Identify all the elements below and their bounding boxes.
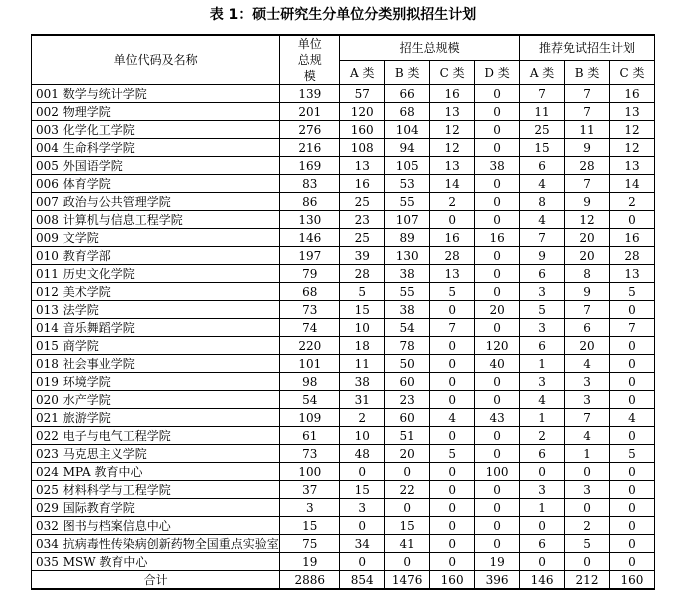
value-cell: 20: [565, 337, 610, 355]
header-scale: [280, 35, 340, 85]
value-cell: 201: [280, 103, 340, 121]
value-cell: 5: [609, 283, 654, 301]
table-row: [32, 121, 655, 139]
value-cell: 0: [520, 553, 565, 571]
total-value-cell: 146: [520, 571, 565, 590]
value-cell: 0: [475, 139, 520, 157]
value-cell: 0: [430, 481, 475, 499]
value-cell: 13: [340, 157, 385, 175]
value-cell: 57: [340, 85, 385, 103]
value-cell: 0: [609, 301, 654, 319]
unit-name-cell: 019 环境学院: [32, 373, 280, 391]
value-cell: 139: [280, 85, 340, 103]
value-cell: 11: [340, 355, 385, 373]
value-cell: 120: [475, 337, 520, 355]
table-row: [32, 139, 655, 157]
value-cell: 101: [280, 355, 340, 373]
table-row: [32, 373, 655, 391]
value-cell: 5: [520, 301, 565, 319]
table-row: [32, 319, 655, 337]
total-value-cell: 160: [609, 571, 654, 590]
header-exempt-group: 推荐免试招生计划: [520, 35, 655, 61]
value-cell: 9: [565, 283, 610, 301]
value-cell: 0: [475, 445, 520, 463]
total-value-cell: 2886: [280, 571, 340, 590]
value-cell: 0: [475, 391, 520, 409]
value-cell: 38: [340, 373, 385, 391]
value-cell: 0: [475, 283, 520, 301]
total-row: [32, 571, 655, 590]
value-cell: 14: [430, 175, 475, 193]
value-cell: 0: [385, 463, 430, 481]
value-cell: 3: [520, 373, 565, 391]
value-cell: 20: [385, 445, 430, 463]
value-cell: 0: [430, 499, 475, 517]
value-cell: 1: [520, 499, 565, 517]
unit-name-cell: 025 材料科学与工程学院: [32, 481, 280, 499]
value-cell: 5: [565, 535, 610, 553]
value-cell: 19: [280, 553, 340, 571]
unit-name-cell: 032 图书与档案信息中心: [32, 517, 280, 535]
value-cell: 7: [520, 229, 565, 247]
table-row: [32, 229, 655, 247]
value-cell: 0: [609, 355, 654, 373]
value-cell: 9: [565, 139, 610, 157]
table-row: [32, 103, 655, 121]
page-title: 表 1：硕士研究生分单位分类别拟招生计划: [209, 7, 477, 23]
table-row: [32, 463, 655, 481]
value-cell: 0: [475, 175, 520, 193]
value-cell: 0: [430, 463, 475, 481]
value-cell: 68: [280, 283, 340, 301]
value-cell: 10: [340, 319, 385, 337]
value-cell: 73: [280, 301, 340, 319]
value-cell: 1: [520, 409, 565, 427]
value-cell: 0: [430, 211, 475, 229]
value-cell: 14: [609, 175, 654, 193]
unit-name-cell: 029 国际教育学院: [32, 499, 280, 517]
unit-name-cell: 010 教育学部: [32, 247, 280, 265]
value-cell: 108: [340, 139, 385, 157]
enrollment-table: [31, 34, 655, 590]
value-cell: 28: [565, 157, 610, 175]
value-cell: 7: [565, 409, 610, 427]
unit-name-cell: 024 MPA 教育中心: [32, 463, 280, 481]
value-cell: 50: [385, 355, 430, 373]
value-cell: 0: [430, 301, 475, 319]
value-cell: 220: [280, 337, 340, 355]
header-sub: A 类: [340, 61, 385, 85]
value-cell: 6: [520, 337, 565, 355]
value-cell: 0: [609, 481, 654, 499]
value-cell: 6: [565, 319, 610, 337]
value-cell: 13: [609, 157, 654, 175]
value-cell: 0: [385, 499, 430, 517]
value-cell: 0: [609, 553, 654, 571]
value-cell: 0: [475, 499, 520, 517]
unit-name-cell: 013 法学院: [32, 301, 280, 319]
value-cell: 0: [565, 553, 610, 571]
value-cell: 15: [520, 139, 565, 157]
unit-name-cell: 011 历史文化学院: [32, 265, 280, 283]
value-cell: 2: [520, 427, 565, 445]
value-cell: 109: [280, 409, 340, 427]
header-unit: 单位代码及名称: [32, 35, 280, 85]
unit-name-cell: 002 物理学院: [32, 103, 280, 121]
value-cell: 100: [475, 463, 520, 481]
value-cell: 276: [280, 121, 340, 139]
value-cell: 37: [280, 481, 340, 499]
value-cell: 12: [609, 139, 654, 157]
unit-name-cell: 008 计算机与信息工程学院: [32, 211, 280, 229]
value-cell: 19: [475, 553, 520, 571]
value-cell: 79: [280, 265, 340, 283]
value-cell: 13: [430, 157, 475, 175]
value-cell: 41: [385, 535, 430, 553]
value-cell: 0: [475, 319, 520, 337]
value-cell: 2: [430, 193, 475, 211]
value-cell: 39: [340, 247, 385, 265]
value-cell: 0: [430, 391, 475, 409]
value-cell: 107: [385, 211, 430, 229]
value-cell: 0: [609, 427, 654, 445]
value-cell: 89: [385, 229, 430, 247]
value-cell: 38: [385, 265, 430, 283]
value-cell: 0: [609, 535, 654, 553]
value-cell: 20: [565, 229, 610, 247]
total-value-cell: 854: [340, 571, 385, 590]
value-cell: 0: [385, 553, 430, 571]
value-cell: 5: [609, 445, 654, 463]
unit-name-cell: 004 生命科学学院: [32, 139, 280, 157]
value-cell: 15: [340, 481, 385, 499]
value-cell: 0: [609, 499, 654, 517]
header-scale-text: 单位总规模: [297, 37, 322, 83]
value-cell: 0: [475, 193, 520, 211]
value-cell: 31: [340, 391, 385, 409]
value-cell: 16: [609, 85, 654, 103]
value-cell: 7: [609, 319, 654, 337]
unit-name-cell: 018 社会事业学院: [32, 355, 280, 373]
value-cell: 0: [475, 535, 520, 553]
value-cell: 12: [609, 121, 654, 139]
value-cell: 0: [340, 463, 385, 481]
value-cell: 13: [430, 103, 475, 121]
value-cell: 0: [609, 391, 654, 409]
value-cell: 4: [520, 175, 565, 193]
table-row: [32, 427, 655, 445]
table-row: [32, 175, 655, 193]
value-cell: 0: [475, 121, 520, 139]
value-cell: 11: [565, 121, 610, 139]
value-cell: 98: [280, 373, 340, 391]
value-cell: 16: [430, 85, 475, 103]
value-cell: 3: [280, 499, 340, 517]
unit-name-cell: 021 旅游学院: [32, 409, 280, 427]
table-row: [32, 445, 655, 463]
value-cell: 3: [340, 499, 385, 517]
table-row: [32, 283, 655, 301]
value-cell: 0: [475, 247, 520, 265]
value-cell: 10: [340, 427, 385, 445]
header-sub: A 类: [520, 61, 565, 85]
value-cell: 74: [280, 319, 340, 337]
value-cell: 40: [475, 355, 520, 373]
value-cell: 3: [520, 319, 565, 337]
value-cell: 0: [430, 355, 475, 373]
value-cell: 197: [280, 247, 340, 265]
table-row: [32, 481, 655, 499]
unit-name-cell: 035 MSW 教育中心: [32, 553, 280, 571]
table-row: [32, 553, 655, 571]
value-cell: 4: [520, 391, 565, 409]
value-cell: 51: [385, 427, 430, 445]
total-value-cell: 160: [430, 571, 475, 590]
value-cell: 0: [430, 517, 475, 535]
table-row: [32, 337, 655, 355]
value-cell: 0: [430, 427, 475, 445]
unit-name-cell: 001 数学与统计学院: [32, 85, 280, 103]
value-cell: 43: [475, 409, 520, 427]
value-cell: 0: [430, 553, 475, 571]
value-cell: 0: [520, 517, 565, 535]
table-row: [32, 193, 655, 211]
unit-name-cell: 015 商学院: [32, 337, 280, 355]
value-cell: 105: [385, 157, 430, 175]
table-row: [32, 391, 655, 409]
value-cell: 15: [280, 517, 340, 535]
unit-name-cell: 034 抗病毒性传染病创新药物全国重点实验室: [32, 535, 280, 553]
value-cell: 25: [340, 229, 385, 247]
value-cell: 2: [565, 517, 610, 535]
total-value-cell: 396: [475, 571, 520, 590]
unit-name-cell: 005 外国语学院: [32, 157, 280, 175]
value-cell: 13: [430, 265, 475, 283]
value-cell: 86: [280, 193, 340, 211]
header-sub: C 类: [430, 61, 475, 85]
value-cell: 13: [609, 265, 654, 283]
value-cell: 7: [520, 85, 565, 103]
value-cell: 0: [475, 427, 520, 445]
value-cell: 68: [385, 103, 430, 121]
value-cell: 0: [475, 373, 520, 391]
value-cell: 38: [385, 301, 430, 319]
value-cell: 16: [430, 229, 475, 247]
total-value-cell: 1476: [385, 571, 430, 590]
value-cell: 0: [565, 499, 610, 517]
value-cell: 2: [340, 409, 385, 427]
value-cell: 0: [340, 517, 385, 535]
unit-name-cell: 007 政治与公共管理学院: [32, 193, 280, 211]
value-cell: 0: [609, 337, 654, 355]
value-cell: 5: [430, 283, 475, 301]
value-cell: 28: [609, 247, 654, 265]
value-cell: 0: [609, 373, 654, 391]
value-cell: 78: [385, 337, 430, 355]
value-cell: 6: [520, 445, 565, 463]
value-cell: 3: [565, 391, 610, 409]
value-cell: 2: [609, 193, 654, 211]
value-cell: 0: [475, 481, 520, 499]
unit-name-cell: 012 美术学院: [32, 283, 280, 301]
value-cell: 3: [520, 481, 565, 499]
value-cell: 104: [385, 121, 430, 139]
table-row: [32, 517, 655, 535]
table-row: [32, 85, 655, 103]
value-cell: 9: [565, 193, 610, 211]
value-cell: 4: [565, 427, 610, 445]
value-cell: 9: [520, 247, 565, 265]
value-cell: 146: [280, 229, 340, 247]
value-cell: 15: [340, 301, 385, 319]
table-row: [32, 499, 655, 517]
value-cell: 0: [609, 517, 654, 535]
value-cell: 0: [609, 463, 654, 481]
value-cell: 83: [280, 175, 340, 193]
value-cell: 1: [520, 355, 565, 373]
value-cell: 28: [430, 247, 475, 265]
table-row: [32, 247, 655, 265]
value-cell: 130: [280, 211, 340, 229]
header-sub: B 类: [565, 61, 610, 85]
value-cell: 60: [385, 373, 430, 391]
value-cell: 8: [520, 193, 565, 211]
total-label: 合计: [32, 571, 280, 590]
value-cell: 0: [430, 535, 475, 553]
value-cell: 25: [520, 121, 565, 139]
value-cell: 5: [430, 445, 475, 463]
value-cell: 130: [385, 247, 430, 265]
value-cell: 160: [340, 121, 385, 139]
value-cell: 12: [430, 121, 475, 139]
value-cell: 73: [280, 445, 340, 463]
value-cell: 4: [520, 211, 565, 229]
value-cell: 0: [430, 337, 475, 355]
table-row: [32, 409, 655, 427]
value-cell: 7: [565, 103, 610, 121]
value-cell: 120: [340, 103, 385, 121]
value-cell: 15: [385, 517, 430, 535]
unit-name-cell: 006 体育学院: [32, 175, 280, 193]
value-cell: 7: [565, 85, 610, 103]
value-cell: 11: [520, 103, 565, 121]
value-cell: 0: [475, 517, 520, 535]
value-cell: 34: [340, 535, 385, 553]
value-cell: 55: [385, 283, 430, 301]
value-cell: 7: [565, 175, 610, 193]
value-cell: 6: [520, 265, 565, 283]
header-sub: D 类: [475, 61, 520, 85]
value-cell: 0: [520, 463, 565, 481]
value-cell: 0: [565, 463, 610, 481]
value-cell: 18: [340, 337, 385, 355]
unit-name-cell: 003 化学化工学院: [32, 121, 280, 139]
value-cell: 60: [385, 409, 430, 427]
value-cell: 54: [280, 391, 340, 409]
value-cell: 0: [475, 211, 520, 229]
value-cell: 4: [565, 355, 610, 373]
table-row: [32, 355, 655, 373]
value-cell: 0: [475, 85, 520, 103]
value-cell: 6: [520, 157, 565, 175]
value-cell: 12: [565, 211, 610, 229]
value-cell: 16: [340, 175, 385, 193]
value-cell: 16: [475, 229, 520, 247]
unit-name-cell: 009 文学院: [32, 229, 280, 247]
value-cell: 48: [340, 445, 385, 463]
value-cell: 7: [430, 319, 475, 337]
table-row: [32, 157, 655, 175]
value-cell: 7: [565, 301, 610, 319]
value-cell: 5: [340, 283, 385, 301]
value-cell: 22: [385, 481, 430, 499]
value-cell: 3: [565, 373, 610, 391]
value-cell: 54: [385, 319, 430, 337]
value-cell: 0: [475, 103, 520, 121]
value-cell: 0: [430, 373, 475, 391]
value-cell: 100: [280, 463, 340, 481]
value-cell: 23: [340, 211, 385, 229]
value-cell: 3: [520, 283, 565, 301]
unit-name-cell: 020 水产学院: [32, 391, 280, 409]
value-cell: 23: [385, 391, 430, 409]
value-cell: 169: [280, 157, 340, 175]
value-cell: 12: [430, 139, 475, 157]
header-total-group: 招生总规模: [340, 35, 520, 61]
table-row: [32, 265, 655, 283]
value-cell: 94: [385, 139, 430, 157]
value-cell: 75: [280, 535, 340, 553]
value-cell: 3: [565, 481, 610, 499]
value-cell: 66: [385, 85, 430, 103]
value-cell: 28: [340, 265, 385, 283]
unit-name-cell: 022 电子与电气工程学院: [32, 427, 280, 445]
value-cell: 55: [385, 193, 430, 211]
unit-name-cell: 023 马克思主义学院: [32, 445, 280, 463]
value-cell: 20: [565, 247, 610, 265]
value-cell: 4: [430, 409, 475, 427]
value-cell: 25: [340, 193, 385, 211]
header-sub: C 类: [609, 61, 654, 85]
table-row: [32, 301, 655, 319]
value-cell: 1: [565, 445, 610, 463]
table-row: [32, 535, 655, 553]
value-cell: 53: [385, 175, 430, 193]
value-cell: 8: [565, 265, 610, 283]
value-cell: 0: [475, 265, 520, 283]
total-value-cell: 212: [565, 571, 610, 590]
value-cell: 4: [609, 409, 654, 427]
value-cell: 61: [280, 427, 340, 445]
table-row: [32, 211, 655, 229]
value-cell: 0: [609, 211, 654, 229]
value-cell: 20: [475, 301, 520, 319]
value-cell: 0: [340, 553, 385, 571]
header-sub: B 类: [385, 61, 430, 85]
value-cell: 16: [609, 229, 654, 247]
unit-name-cell: 014 音乐舞蹈学院: [32, 319, 280, 337]
value-cell: 216: [280, 139, 340, 157]
value-cell: 13: [609, 103, 654, 121]
value-cell: 38: [475, 157, 520, 175]
value-cell: 6: [520, 535, 565, 553]
